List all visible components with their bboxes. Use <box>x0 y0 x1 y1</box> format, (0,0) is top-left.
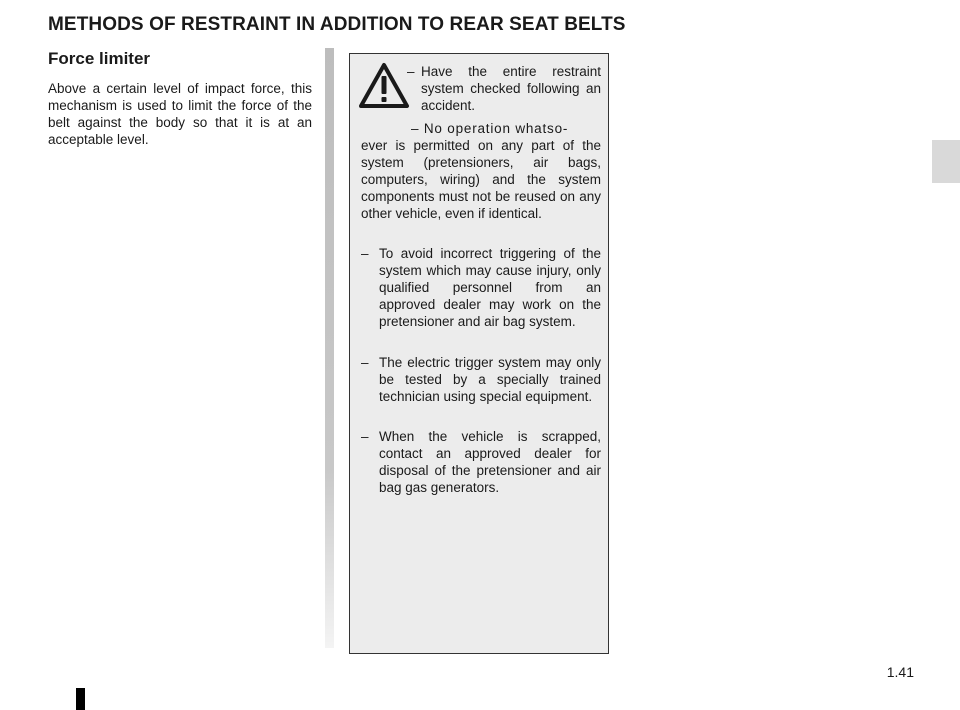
list-dash: – <box>361 355 369 370</box>
list-dash: – <box>361 246 369 261</box>
list-dash: – <box>361 429 369 444</box>
warning-item <box>361 245 601 330</box>
warning-item-text: Have the entire restraint system checked following an accident. <box>421 64 601 113</box>
warning-box <box>349 53 609 654</box>
warning-item <box>361 428 601 496</box>
page-corner-mark <box>76 688 85 710</box>
warning-item-text: When the vehicle is scrapped, contact an approved dealer for disposal of the pretensioner and air bag gas generators. <box>379 429 601 495</box>
column-divider <box>325 48 334 648</box>
warning-item <box>407 63 601 114</box>
list-dash: – <box>407 64 415 79</box>
list-dash: – <box>411 121 420 136</box>
section-heading: Force limiter <box>48 49 151 68</box>
chapter-tab <box>932 140 960 183</box>
warning-item-text: To avoid incorrect triggering of the system which may cause injury, only qualified personnel from an approved dealer may work on the pretensioner and air bag system. <box>379 246 601 329</box>
warning-item-lead: No operation whatso- <box>423 121 569 136</box>
warning-triangle-icon <box>358 62 410 110</box>
page-title: METHODS OF RESTRAINT IN ADDITION TO REAR SEAT BELTS <box>48 14 626 35</box>
warning-item <box>361 354 601 405</box>
warning-item-text: ever is permitted on any part of the system (pretensioners, air bags, computers, wiring) and the system components must not be reused on any other vehicle, even if identical. <box>361 138 601 221</box>
page-number: 1.41 <box>886 664 914 680</box>
section-body-text: Above a certain level of impact force, this mechanism is used to limit the force of the belt against the body so that it is at an acceptable level. <box>48 81 312 147</box>
warning-item-text: The electric trigger system may only be tested by a specially trained technician using special equipment. <box>379 355 601 404</box>
warning-item <box>361 120 601 222</box>
